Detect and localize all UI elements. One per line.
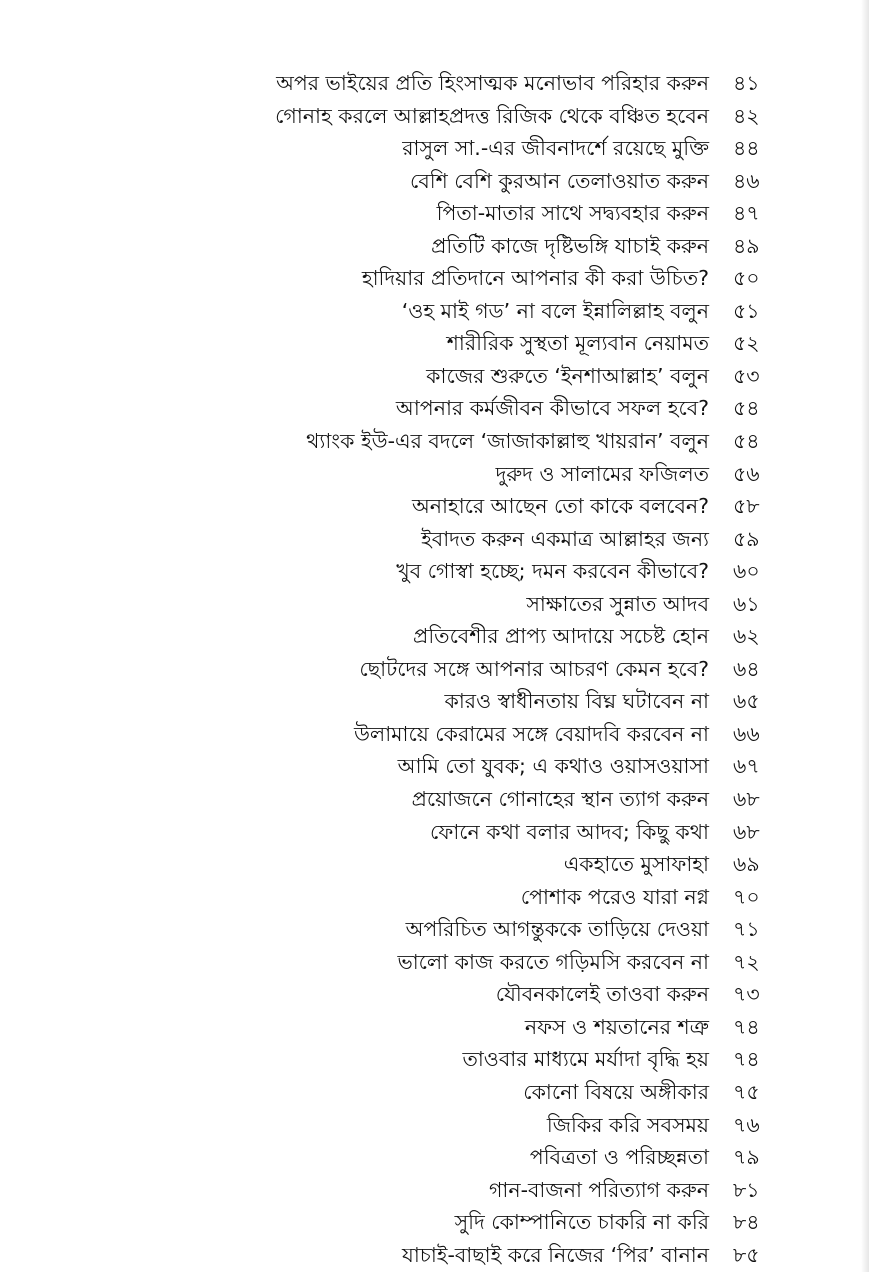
toc-entry-title: পোশাক পরেও যারা নগ্ন xyxy=(520,884,709,909)
toc-entry-page-number: ৬৬ xyxy=(733,721,760,746)
toc-entry-title: বেশি বেশি কুরআন তেলাওয়াত করুন xyxy=(410,168,709,193)
toc-entry-title: ছোটদের সঙ্গে আপনার আচরণ কেমন হবে? xyxy=(359,656,709,681)
toc-entry xyxy=(0,523,869,556)
toc-entry-page-number: ৫৪ xyxy=(733,429,760,454)
toc-entry-title: রাসুল সা.-এর জীবনাদর্শে রয়েছে মুক্তি xyxy=(402,136,709,161)
toc-entry xyxy=(0,67,869,100)
toc-entry xyxy=(0,392,869,425)
toc-entry-title: অপর ভাইয়ের প্রতি হিংসাত্মক মনোভাব পরিহার করুন xyxy=(276,71,709,95)
toc-entry-page-number: ৬৯ xyxy=(733,852,760,877)
toc-entry xyxy=(0,555,869,588)
toc-entry xyxy=(0,230,869,263)
toc-entry xyxy=(0,197,869,230)
toc-entry-title: দুরুদ ও সালামের ফজিলত xyxy=(495,461,709,486)
toc-entry xyxy=(0,1206,869,1239)
toc-entry-title: অনাহারে আছেন তো কাকে বলবেন? xyxy=(412,494,709,519)
toc-entry xyxy=(0,913,869,946)
toc-entry-title: পিতা-মাতার সাথে সদ্ব্যবহার করুন xyxy=(436,201,709,226)
toc-entry-page-number: ৭১ xyxy=(733,917,760,942)
toc-entry-title: গান-বাজনা পরিত্যাগ করুন xyxy=(489,1177,709,1202)
toc-entry-title: ‘ওহ মাই গড’ না বলে ইন্নালিল্লাহ বলুন xyxy=(401,298,709,323)
toc-entry xyxy=(0,653,869,686)
toc-entry-title: উলামায়ে কেরামের সঙ্গে বেয়াদবি করবেন না xyxy=(353,721,709,746)
toc-entry-title: গোনাহ করলে আল্লাহপ্রদত্ত রিজিক থেকে বঞ্চিত হবেন xyxy=(275,103,709,128)
toc-entry-page-number: ৪২ xyxy=(733,103,760,128)
toc-entry-title: শারীরিক সুস্থতা মূল্যবান নেয়ামত xyxy=(446,331,709,356)
toc-entry-title: প্রতিবেশীর প্রাপ্য আদায়ে সচেষ্ট হোন xyxy=(413,624,709,649)
toc-entry-page-number: ৮৪ xyxy=(733,1210,760,1235)
toc-entry-title: সাক্ষাতের সুন্নাত আদব xyxy=(526,591,709,616)
toc-entry-page-number: ৫৩ xyxy=(733,363,760,388)
toc-entry-title: জিকির করি সবসময় xyxy=(546,1112,709,1137)
toc-entry xyxy=(0,262,869,295)
toc-entry-page-number: ৭৯ xyxy=(733,1145,760,1170)
toc-entry-title: খুব গোস্বা হচ্ছে; দমন করবেন কীভাবে? xyxy=(396,559,709,584)
toc-entry-title: আপনার কর্মজীবন কীভাবে সফল হবে? xyxy=(395,396,709,421)
toc-entry xyxy=(0,946,869,979)
toc-entry xyxy=(0,425,869,458)
toc-entry-page-number: ৫২ xyxy=(733,331,760,356)
toc-entry-page-number: ৭৩ xyxy=(733,982,760,1007)
toc-entry-title: থ্যাংক ইউ-এর বদলে ‘জাজাকাল্লাহু খায়রান’ বলুন xyxy=(306,429,709,454)
toc-entry-title: হাদিয়ার প্রতিদানে আপনার কী করা উচিত? xyxy=(361,266,709,291)
toc-entry xyxy=(0,750,869,783)
toc-entry xyxy=(0,685,869,718)
toc-entry xyxy=(0,132,869,165)
toc-entry xyxy=(0,490,869,523)
toc-entry xyxy=(0,327,869,360)
toc-entry-page-number: ৪১ xyxy=(733,71,760,95)
toc-entry-title: একহাতে মুসাফাহা xyxy=(563,852,709,877)
toc-entry-page-number: ৭৫ xyxy=(733,1079,760,1104)
toc-entry xyxy=(0,100,869,133)
toc-entry-title: যৌবনকালেই তাওবা করুন xyxy=(495,982,709,1007)
toc-entry xyxy=(0,1239,869,1272)
toc-entry-page-number: ৭৪ xyxy=(733,1014,760,1039)
toc-entry xyxy=(0,718,869,751)
toc-entry xyxy=(0,295,869,328)
toc-entry xyxy=(0,165,869,198)
toc-entry-title: আমি তো যুবক; এ কথাও ওয়াসওয়াসা xyxy=(397,754,709,779)
toc-entry-page-number: ৬২ xyxy=(733,624,760,649)
toc-entry-page-number: ৮৫ xyxy=(733,1242,760,1267)
toc-entry-title: যাচাই-বাছাই করে নিজের ‘পির’ বানান xyxy=(402,1242,709,1267)
toc-entry xyxy=(0,816,869,849)
toc-entry xyxy=(0,848,869,881)
toc-entry-title: তাওবার মাধ্যমে মর্যাদা বৃদ্ধি হয় xyxy=(462,1047,709,1072)
table-of-contents xyxy=(0,67,869,1271)
toc-entry xyxy=(0,881,869,914)
toc-entry-page-number: ৬৮ xyxy=(733,819,760,844)
toc-entry-title: কাজের শুরুতে ‘ইনশাআল্লাহ’ বলুন xyxy=(426,363,709,388)
toc-entry-title: প্রতিটি কাজে দৃষ্টিভঙ্গি যাচাই করুন xyxy=(431,233,709,258)
toc-entry-page-number: ৫৬ xyxy=(733,461,760,486)
toc-entry-title: ফোনে কথা বলার আদব; কিছু কথা xyxy=(430,819,709,844)
toc-entry-page-number: ৬১ xyxy=(733,591,760,616)
toc-entry xyxy=(0,1109,869,1142)
toc-entry-page-number: ৮১ xyxy=(733,1177,760,1202)
toc-entry-title: ইবাদত করুন একমাত্র আল্লাহর জন্য xyxy=(421,526,709,551)
toc-entry xyxy=(0,620,869,653)
toc-entry-title: পবিত্রতা ও পরিচ্ছন্নতা xyxy=(529,1145,709,1170)
toc-entry-page-number: ৭২ xyxy=(733,949,760,974)
toc-entry-title: সুদি কোম্পানিতে চাকরি না করি xyxy=(454,1210,709,1235)
toc-entry-title: কোনো বিষয়ে অঙ্গীকার xyxy=(523,1079,709,1104)
toc-entry xyxy=(0,458,869,491)
toc-entry-page-number: ৬৪ xyxy=(733,656,760,681)
toc-entry-page-number: ৬০ xyxy=(733,559,760,584)
toc-entry-title: ভালো কাজ করতে গড়িমসি করবেন না xyxy=(397,949,709,974)
toc-entry-page-number: ৫৯ xyxy=(733,526,760,551)
toc-entry-title: কারও স্বাধীনতায় বিঘ্ন ঘটাবেন না xyxy=(444,689,709,714)
toc-entry-page-number: ৬৫ xyxy=(733,689,760,714)
toc-entry xyxy=(0,360,869,393)
toc-entry-title: অপরিচিত আগন্তুককে তাড়িয়ে দেওয়া xyxy=(405,917,709,942)
toc-entry-page-number: ৪৪ xyxy=(733,136,760,161)
toc-entry-page-number: ৪৯ xyxy=(733,233,760,258)
toc-entry xyxy=(0,1043,869,1076)
toc-entry-page-number: ৫০ xyxy=(733,266,760,291)
toc-entry xyxy=(0,1076,869,1109)
toc-entry-page-number: ৫৮ xyxy=(733,494,760,519)
toc-entry-page-number: ৭০ xyxy=(733,884,760,909)
toc-entry-page-number: ৫৪ xyxy=(733,396,760,421)
toc-entry-page-number: ৭৪ xyxy=(733,1047,760,1072)
toc-entry xyxy=(0,588,869,621)
toc-entry-page-number: ৫১ xyxy=(733,298,760,323)
toc-entry-page-number: ৪৬ xyxy=(733,168,760,193)
toc-entry-title: প্রয়োজনে গোনাহের স্থান ত্যাগ করুন xyxy=(411,787,709,812)
toc-entry xyxy=(0,1174,869,1207)
toc-entry xyxy=(0,1011,869,1044)
toc-entry-title: নফস ও শয়তানের শত্রু xyxy=(524,1014,709,1039)
toc-entry xyxy=(0,1141,869,1174)
toc-entry-page-number: ৪৭ xyxy=(733,201,760,226)
toc-entry-page-number: ৬৭ xyxy=(733,754,760,779)
toc-entry xyxy=(0,783,869,816)
toc-entry xyxy=(0,978,869,1011)
toc-entry-page-number: ৭৬ xyxy=(733,1112,760,1137)
toc-entry-page-number: ৬৮ xyxy=(733,787,760,812)
